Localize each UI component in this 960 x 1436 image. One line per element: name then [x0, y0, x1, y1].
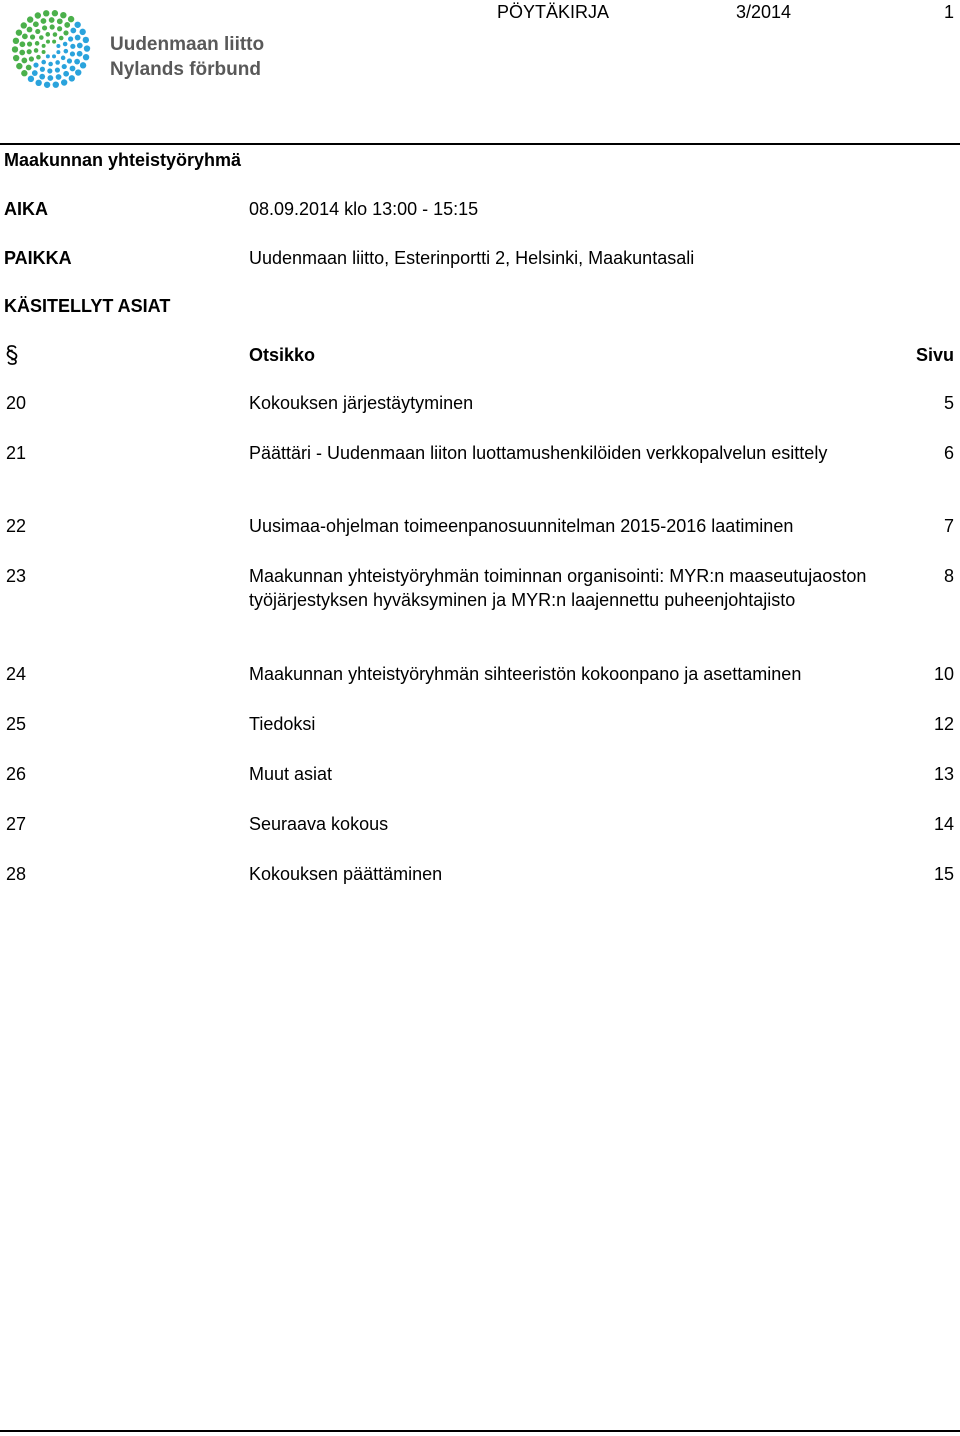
logo-dot-emblem: [12, 10, 90, 88]
logo-dot: [41, 18, 47, 24]
logo-dot: [13, 55, 19, 61]
agenda-item-number: 20: [6, 393, 27, 413]
logo-dot: [49, 17, 55, 23]
logo-dot: [42, 50, 46, 54]
logo-dot: [36, 55, 41, 60]
logo-dot: [64, 49, 69, 54]
logo-dot: [74, 22, 80, 28]
logo-dot: [52, 10, 58, 16]
logo-dot: [29, 56, 34, 61]
agenda-item-title: Maakunnan yhteistyöryhmän toiminnan organisointi: MYR:n maaseutujaoston työjärjestyksen hyväksyminen ja MYR:n laajennettu puheenjohtajisto: [249, 566, 867, 610]
logo-dot: [74, 59, 80, 65]
logo-dot: [35, 80, 41, 86]
logo-dot: [27, 41, 32, 46]
agenda-item-number: 26: [6, 764, 27, 784]
logo-dot: [21, 22, 27, 28]
logo-text-line1: Uudenmaan liitto: [110, 34, 265, 55]
logo-dot: [42, 25, 47, 30]
agenda-item-page: 5: [943, 393, 954, 413]
logo-dot: [59, 36, 64, 41]
agenda-item-title: Kokouksen järjestäytyminen: [249, 393, 474, 413]
logo-dot: [55, 60, 60, 65]
logo-dot: [19, 41, 25, 47]
logo-dot: [13, 38, 19, 44]
logo-dot: [34, 48, 39, 53]
agenda-item-page: 8: [943, 566, 954, 586]
logo-dot: [26, 65, 32, 71]
logo-dot: [68, 16, 74, 22]
agenda-item-title: Uusimaa-ohjelman toimeenpanosuunnitelman 2015-2016 laatiminen: [249, 516, 794, 536]
agenda-item-page: 14: [933, 814, 954, 834]
logo-dot: [77, 43, 83, 49]
logo-dot: [69, 75, 75, 81]
logo-dot: [35, 41, 40, 46]
logo-dot: [12, 46, 18, 52]
logo-dot: [70, 51, 75, 56]
logo-dot: [56, 50, 60, 54]
agenda-item-title: Kokouksen päättäminen: [249, 864, 443, 884]
agenda-item-page: 12: [933, 714, 954, 734]
logo-dot: [47, 68, 52, 73]
logo-dot: [83, 54, 89, 60]
logo-dot: [84, 45, 90, 51]
logo-dot: [53, 32, 58, 37]
agenda-item-page: 6: [943, 443, 954, 463]
logo-dot: [80, 62, 86, 68]
logo-dot: [61, 56, 66, 61]
logo-text-line2: Nylands förbund: [110, 59, 261, 80]
agenda-item-number: 24: [6, 664, 27, 684]
agenda-item-title: Maakunnan yhteistyöryhmän sihteeristön kokoonpano ja asettaminen: [249, 664, 802, 684]
agenda-item-page: 13: [933, 764, 954, 784]
logo-dot: [63, 71, 69, 77]
logo-dot: [64, 22, 70, 28]
uudenmaan-liitto-logo: [10, 8, 280, 90]
section-sign-icon: [4, 343, 20, 367]
agenda-item-title: Päättäri - Uudenmaan liiton luottamushenkilöiden verkkopalvelun esittely: [249, 443, 828, 463]
agenda-item-number: 22: [6, 516, 27, 536]
logo-dot: [75, 35, 81, 41]
document-number: 3/2014: [736, 2, 792, 22]
logo-dot: [52, 54, 56, 58]
logo-dot: [21, 58, 27, 64]
time-label: AIKA: [4, 199, 48, 219]
place-value: Uudenmaan liitto, Esterinportti 2, Helsinki, Maakuntasali: [249, 248, 695, 268]
logo-dot: [70, 44, 75, 49]
logo-dot: [75, 69, 81, 75]
logo-dot: [30, 34, 35, 39]
logo-dot: [43, 10, 49, 16]
logo-dot: [56, 74, 62, 80]
place-label: PAIKKA: [4, 248, 72, 268]
logo-dot: [27, 49, 32, 54]
agenda-item-page: 10: [933, 664, 954, 684]
logo-dot: [39, 35, 44, 40]
logo-dot: [33, 21, 39, 27]
header-divider: [0, 143, 960, 145]
logo-dot: [57, 26, 62, 31]
logo-dot: [41, 60, 46, 65]
logo-dot: [27, 27, 33, 33]
footer-divider: [0, 1430, 960, 1432]
logo-dot: [70, 28, 76, 34]
logo-dot: [16, 63, 22, 69]
logo-dot: [46, 54, 50, 58]
logo-dot: [57, 18, 63, 24]
agenda-item-number: 21: [6, 443, 27, 463]
logo-dot: [33, 62, 38, 67]
logo-dot: [77, 51, 83, 57]
logo-dot: [19, 50, 25, 56]
time-value: 08.09.2014 klo 13:00 - 15:15: [249, 199, 479, 219]
logo-dot: [35, 29, 40, 34]
logo-dot: [44, 82, 50, 88]
logo-dot: [16, 29, 22, 35]
logo-dot: [46, 40, 50, 44]
logo-dot: [56, 44, 60, 48]
agenda-item-page: 15: [933, 864, 954, 884]
logo-dot: [27, 16, 33, 22]
page-number: 1: [944, 2, 955, 22]
logo-dot: [42, 44, 46, 48]
logo-dot: [39, 74, 45, 80]
column-header-title: Otsikko: [249, 345, 316, 365]
agenda-item-title: Seuraava kokous: [249, 814, 389, 834]
logo-dot: [35, 12, 41, 18]
logo-dot: [55, 67, 60, 72]
logo-dot: [47, 75, 53, 81]
logo-dot: [32, 70, 38, 76]
agenda-item-title: Muut asiat: [249, 764, 333, 784]
section-title: KÄSITELLYT ASIAT: [4, 296, 171, 316]
agenda-item-page: 7: [943, 516, 954, 536]
logo-dot: [52, 40, 56, 44]
agenda-item-number: 25: [6, 714, 27, 734]
logo-dot: [22, 33, 28, 39]
logo-dot: [63, 30, 68, 35]
logo-dot: [48, 62, 53, 67]
logo-dot: [62, 64, 67, 69]
logo-dot: [79, 29, 85, 35]
agenda-item-title: Tiedoksi: [249, 714, 316, 734]
logo-dot: [63, 42, 68, 47]
document-type: PÖYTÄKIRJA: [497, 2, 610, 22]
body-name: Maakunnan yhteistyöryhmä: [4, 150, 242, 170]
logo-dot: [68, 36, 73, 41]
logo-dot: [21, 70, 27, 76]
logo-dot: [40, 67, 45, 72]
agenda-item-number: 27: [6, 814, 27, 834]
logo-dot: [50, 24, 55, 29]
logo-dot: [83, 37, 89, 43]
logo-dot: [60, 12, 66, 18]
column-header-page: Sivu: [915, 345, 954, 365]
logo-dot: [61, 79, 67, 85]
logo-dot: [53, 81, 59, 87]
agenda-item-number: 23: [6, 566, 27, 586]
logo-dot: [45, 32, 50, 37]
logo-dot: [70, 66, 76, 72]
logo-dot: [67, 58, 72, 63]
agenda-item-number: 28: [6, 864, 27, 884]
logo-dot: [28, 76, 34, 82]
